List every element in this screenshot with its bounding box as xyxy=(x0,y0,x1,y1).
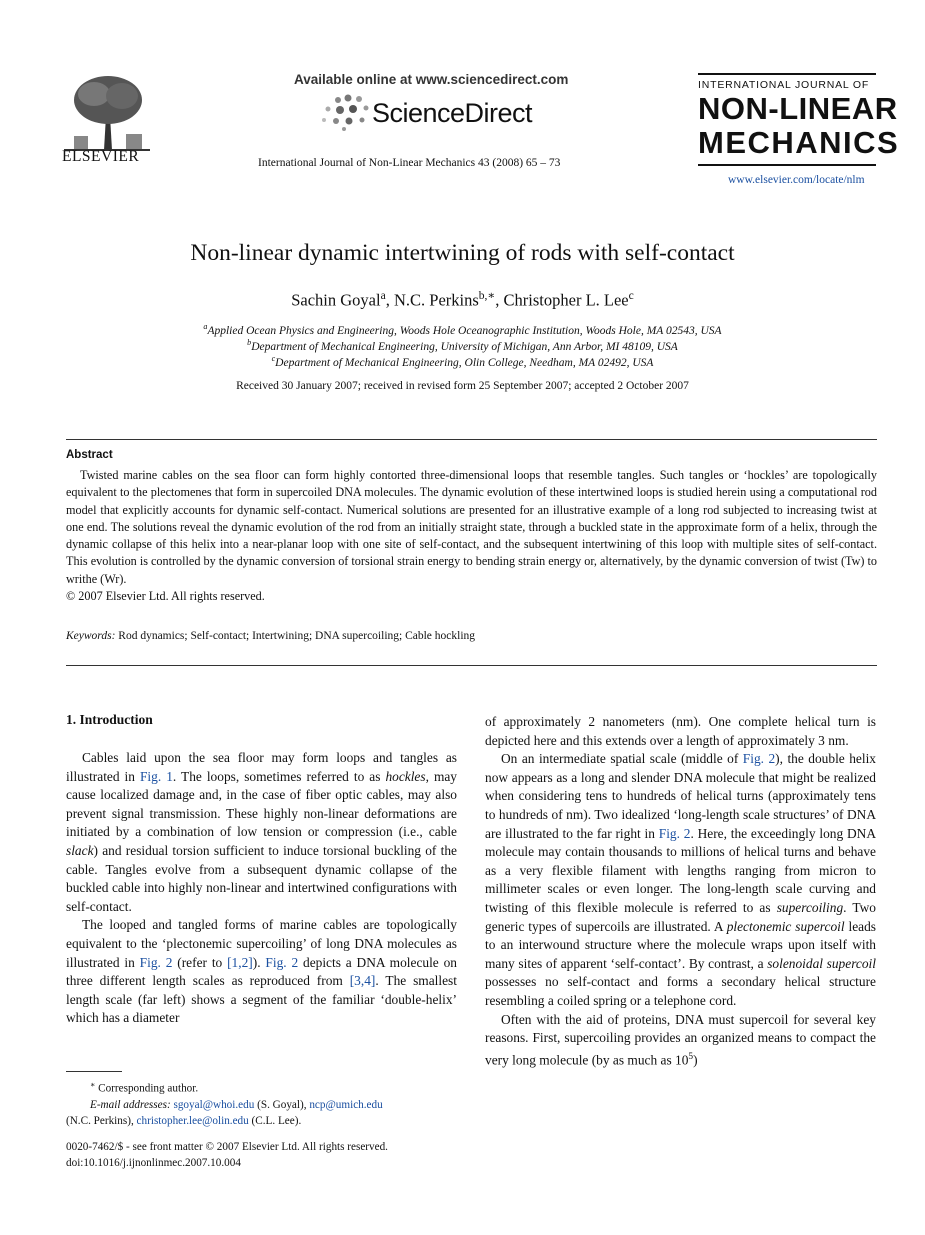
figure-link[interactable]: Fig. 2 xyxy=(265,954,299,970)
body-column-right xyxy=(485,713,876,1070)
elsevier-tree-logo xyxy=(64,72,150,152)
section-heading: 1. Introduction xyxy=(66,712,153,727)
author-sup: b,∗ xyxy=(478,290,496,302)
author-name: Christopher L. Lee xyxy=(503,290,629,310)
article-title: Non-linear dynamic intertwining of rods with self-contact xyxy=(190,240,735,266)
keywords: Keywords: Rod dynamics; Self-contact; Intertwining; DNA supercoiling; Cable hockling xyxy=(66,630,476,642)
reference-link[interactable]: [1,2] xyxy=(227,954,253,970)
journal-logo-rule-bottom xyxy=(698,164,876,166)
sciencedirect-dots-logo xyxy=(318,92,378,132)
email-link[interactable]: christopher.lee@olin.edu xyxy=(136,1114,249,1127)
body-column-left xyxy=(66,749,457,1028)
journal-logo-small-text: INTERNATIONAL JOURNAL OF xyxy=(698,79,870,91)
front-matter: 0020-7462/$ - see front matter © 2007 Elsevier Ltd. All rights reserved. doi:10.1016/j.ijnonlinmec.2007.10.004 xyxy=(66,1141,388,1169)
journal-url-link[interactable]: www.elsevier.com/locate/nlm xyxy=(728,174,865,186)
paragraph: of approximately 2 nanometers (nm). One complete helical turn is depicted here and this extends over a length of approximately 3 nm. xyxy=(485,714,876,748)
affiliation: $^c$Department of Mechanical Engineering, Olin College, Needham, MA 02492, USA xyxy=(271,354,654,369)
abstract-heading: Abstract xyxy=(66,449,113,461)
abstract-copyright: © 2007 Elsevier Ltd. All rights reserved. xyxy=(66,589,265,604)
paragraph: Often with the aid of proteins, DNA must supercoil for several key reasons. First, supercoiling provides an organized means to compact the very long molecule (by as much as $10^5$) xyxy=(485,1011,876,1068)
journal-citation: International Journal of Non-Linear Mechanics 43 (2008) 65 – 73 xyxy=(258,157,561,169)
figure-link[interactable]: Fig. 2 xyxy=(742,751,776,767)
abstract-body: Twisted marine cables on the sea floor can form highly contorted three-dimensional loops that resemble tangles. Such tangles or ‘hockles’ are topologically equivalent to the plectomenes that form in supercoiled DNA molecules. The dynamic evolution of these intertwined loops is studied herein using a computational rod model that explicitly accounts for dynamic self-contact. Numerical solutions are presented for an illustrative example of a long rod subjected to increasing twist at one end. The solutions reveal the dynamic evolution of the rod from an initially straight state, through a buckled state in the approximate form of a helix, through the dynamic collapse of this helix into a near-planar loop with one site of self-contact, and the subsequent intertwining of this loop with multiple sites of self-contact. This evolution is controlled by the dynamic conversion of torsional strain energy to bending strain energy or, alternatively, by the dynamic conversion of twist (Tw) to writhe (Wr). © 2007 Elsevier Ltd. All rights reserved. xyxy=(66,468,877,604)
journal-logo-rule-top xyxy=(698,73,876,75)
abstract-rule-bottom xyxy=(66,665,877,666)
paragraph: The looped and tangled forms of marine cables are topologically equivalent to the ‘plectonemic supercoiling’ of long DNA molecules as illustrated in Fig. 2 (refer to [1,2]). Fig. 2 depicts a DNA molecule on three different length scales as reproduced from [3,4]. The smallest length scale (far left) shows a segment of the familiar ‘double-helix’ which has a diameter xyxy=(66,917,457,1026)
affiliation: $^b$Department of Mechanical Engineering, University of Michigan, Ann Arbor, MI 48109, USA xyxy=(247,338,678,353)
author-list: Sachin Goyal$^a$, N.C. Perkins$^{b,∗}$, Christopher L. Lee$^c$ xyxy=(291,290,634,310)
paragraph: Cables laid upon the sea floor may form loops and tangles as illustrated in Fig. 1. The loops, sometimes referred to as hockles, may cause localized damage and, in the case of fiber optic cables, may also prevent signal transmission. These highly non-linear deformations are initiated by a combination of low tension or compression (i.e., cable slack) and residual torsion sufficient to induce torsional buckling of the cable. Tangles evolve from a subsequent dynamic collapse of the buckled cable into highly non-linear and intertwined configurations with self-contact. xyxy=(66,750,457,914)
reference-link[interactable]: [3,4] xyxy=(349,973,376,989)
publisher-name: ELSEVIER xyxy=(62,148,140,165)
figure-link[interactable]: Fig. 2 xyxy=(139,954,173,970)
journal-logo-line-1: NON-LINEAR xyxy=(698,91,898,126)
abstract-rule-top xyxy=(66,439,877,440)
sciencedirect-wordmark: ScienceDirect xyxy=(372,98,533,128)
author-name: Sachin Goyal xyxy=(291,290,381,310)
doi: doi:10.1016/j.ijnonlinmec.2007.10.004 xyxy=(66,1157,241,1169)
figure-link[interactable]: Fig. 2 xyxy=(658,825,691,841)
affiliation: $^a$Applied Ocean Physics and Engineering, Woods Hole Oceanographic Institution, Woods Hole, MA 02543, USA xyxy=(203,322,722,337)
email-link[interactable]: sgoyal@whoi.edu xyxy=(173,1098,255,1111)
email-link[interactable]: ncp@umich.edu xyxy=(309,1098,383,1111)
author-name: N.C. Perkins xyxy=(393,290,479,310)
author-sup: c xyxy=(628,290,634,302)
received-dates: Received 30 January 2007; received in revised form 25 September 2007; accepted 2 October 2007 xyxy=(236,380,689,392)
journal-logo-line-2: MECHANICS xyxy=(698,125,900,160)
footnote: ∗ Corresponding author. E-mail addresses: sgoyal@whoi.edu (S. Goyal), ncp@umich.edu (N.C. Perkins), christopher.lee@olin.edu (C.L. Lee). xyxy=(66,1080,383,1127)
figure-link[interactable]: Fig. 1 xyxy=(139,768,173,784)
footnote-rule xyxy=(66,1071,122,1072)
author-sup: a xyxy=(380,290,386,302)
available-online-text: Available online at www.sciencedirect.com xyxy=(294,72,569,87)
paragraph: On an intermediate spatial scale (middle of Fig. 2), the double helix now appears as a long and slender DNA molecule that might be realized when considering tens to hundreds of helical turns (approximately tens to hundreds of nm). Two idealized ‘long-length scale structures’ of DNA are illustrated to the far right in Fig. 2. Here, the exceedingly long DNA molecule may contain thousands to millions of helical turns and behave as a very flexible filament with lengths ranging from micron to millimeter scales or even longer. The long-length scale curving and twisting of this flexible molecule is referred to as supercoiling. Two generic types of supercoils are illustrated. A plectonemic supercoil leads to an interwound structure where the molecule wraps upon itself with many sites of apparent ‘self-contact’. By contrast, a solenoidal supercoil possesses no self-contact and forms a secondary helical structure resembling a coiled spring or a telephone cord. xyxy=(485,751,876,1008)
